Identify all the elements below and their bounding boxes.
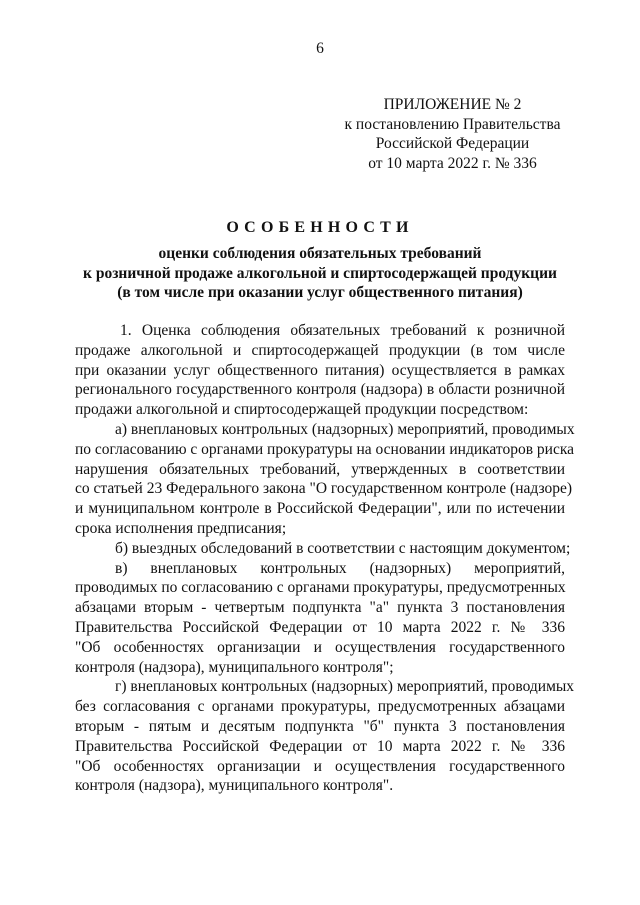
text-line: а) внеплановых контрольных (надзорных) мероприятий, проводимых: [115, 420, 575, 438]
document-subtitle: [0, 244, 640, 303]
text-line: 1. Оценка соблюдения обязательных требований к розничной: [120, 322, 565, 339]
text-line: г) внеплановых контрольных (надзорных) мероприятий, проводимых: [115, 678, 575, 696]
text-line: абзацами вторым - четвертым подпункта "а" пункта 3 постановления: [75, 599, 565, 617]
text-line: регионального государственного контроля (надзора) в области розничной: [75, 381, 565, 399]
text-line: контроля (надзора), муниципального контроля";: [75, 658, 394, 676]
text-line: вторым - пятым и десятым подпункта "б" пункта 3 постановления: [75, 717, 565, 735]
subtitle-line: оценки соблюдения обязательных требований: [158, 245, 482, 262]
appendix-title: ПРИЛОЖЕНИЕ № 2: [383, 96, 522, 113]
appendix-header: [330, 95, 575, 173]
text-line: контроля (надзора), муниципального контроля".: [75, 777, 394, 795]
text-line: и муниципальном контроле в Российской Федерации", или по истечении: [75, 500, 565, 518]
document-title: ОСОБЕННОСТИ: [226, 219, 414, 236]
appendix-reference-date: от 10 марта 2022 г. № 336: [368, 154, 537, 172]
paragraph-1: [75, 321, 565, 420]
text-line: без согласования с органами прокуратуры, предусмотренных абзацами: [75, 698, 565, 716]
paragraph-item-b: [75, 539, 571, 559]
text-line: в) внеплановых контрольных (надзорных) мероприятий,: [115, 559, 565, 577]
text-line: "Об особенностях организации и осуществления государственного: [75, 757, 565, 775]
appendix-reference-line: Российской Федерации: [375, 135, 530, 152]
text-line: б) выездных обследований в соответствии с настоящим документом;: [115, 539, 571, 557]
text-line: по согласованию с органами прокуратуры на основании индикаторов риска: [75, 440, 575, 458]
text-line: при оказании услуг общественного питания) осуществляется в рамках: [75, 361, 565, 379]
paragraph-item-v: [75, 559, 565, 678]
text-line: проводимых по согласованию с органами прокуратуры, предусмотренных: [75, 579, 566, 597]
text-line: продажи алкогольной и спиртосодержащей продукции посредством:: [75, 401, 529, 419]
text-line: срока исполнения предписания;: [75, 519, 287, 537]
appendix-reference-line: к постановлению Правительства: [344, 115, 561, 133]
text-line: нарушения обязательных требований, утвержденных в соответствии: [75, 460, 565, 478]
subtitle-line: (в том числе при оказании услуг общественного питания): [117, 284, 523, 301]
text-line: со статьей 23 Федерального закона "О государственном контроле (надзоре): [75, 480, 573, 498]
text-line: Правительства Российской Федерации от 10 марта 2022 г. № 336: [75, 618, 565, 636]
document-body: [75, 321, 575, 796]
text-line: "Об особенностях организации и осуществления государственного: [75, 638, 565, 656]
page-number: 6: [316, 40, 324, 57]
text-line: продаже алкогольной и спиртосодержащей продукции (в том числе: [75, 341, 565, 359]
text-line: Правительства Российской Федерации от 10 марта 2022 г. № 336: [75, 737, 565, 755]
subtitle-line: к розничной продаже алкогольной и спиртосодержащей продукции: [83, 264, 557, 282]
paragraph-item-g: [75, 677, 575, 796]
paragraph-item-a: [75, 420, 575, 539]
